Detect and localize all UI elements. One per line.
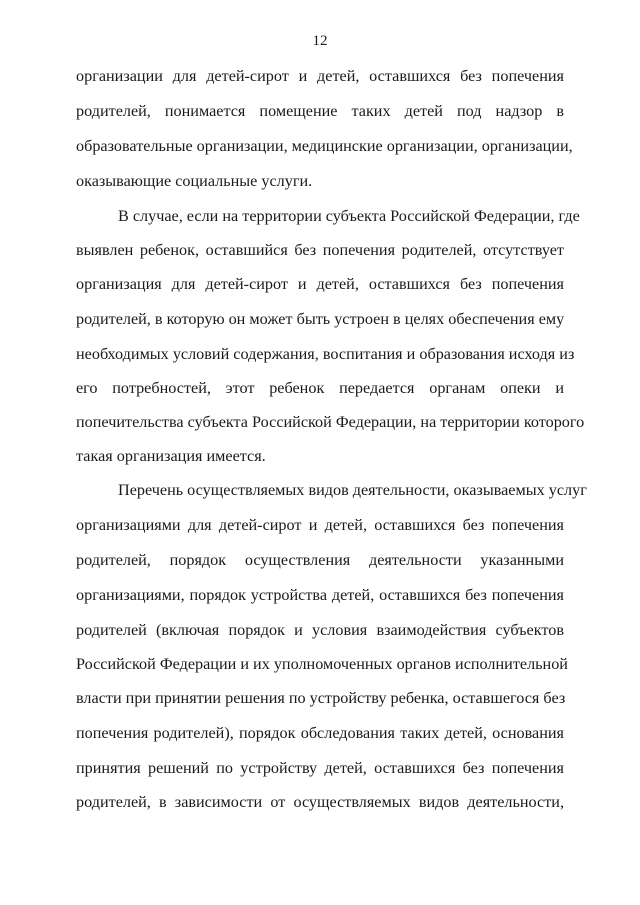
text-line: организациями для детей-сирот и детей, оставшихся без попечения	[76, 516, 564, 534]
text-line: родителей, порядок осуществления деятельности указанными	[76, 551, 564, 569]
text-line: родителей, в зависимости от осуществляемых видов деятельности,	[76, 793, 564, 811]
text-line: принятия решений по устройству детей, оставшихся без попечения	[76, 759, 564, 777]
text-line: выявлен ребенок, оставшийся без попечения родителей, отсутствует	[76, 241, 564, 259]
text-line: образовательные организации, медицинские организации, организации,	[76, 137, 573, 155]
text-line: его потребностей, этот ребенок передается органам опеки и	[76, 379, 564, 397]
text-line: попечительства субъекта Российской Федерации, на территории которого	[76, 413, 585, 431]
text-line: попечения родителей), порядок обследования таких детей, основания	[76, 724, 564, 742]
text-line: оказывающие социальные услуги.	[76, 172, 313, 190]
text-line: власти при принятии решения по устройству ребенка, оставшегося без	[76, 689, 566, 707]
text-line: такая организация имеется.	[76, 447, 266, 465]
text-line: родителей (включая порядок и условия взаимодействия субъектов	[76, 621, 564, 639]
text-line: В случае, если на территории субъекта Российской Федерации, где	[118, 207, 580, 225]
text-line: организациями, порядок устройства детей, оставшихся без попечения	[76, 586, 564, 604]
text-line: родителей, понимается помещение таких детей под надзор в	[76, 102, 564, 120]
text-line: организация для детей-сирот и детей, оставшихся без попечения	[76, 275, 564, 293]
page-number: 12	[312, 33, 328, 49]
text-line: Перечень осуществляемых видов деятельности, оказываемых услуг	[118, 481, 587, 499]
text-line: организации для детей-сирот и детей, оставшихся без попечения	[76, 67, 564, 85]
text-line: Российской Федерации и их уполномоченных органов исполнительной	[76, 655, 568, 673]
text-line: родителей, в которую он может быть устроен в целях обеспечения ему	[76, 310, 565, 328]
text-line: необходимых условий содержания, воспитания и образования исходя из	[76, 345, 575, 363]
